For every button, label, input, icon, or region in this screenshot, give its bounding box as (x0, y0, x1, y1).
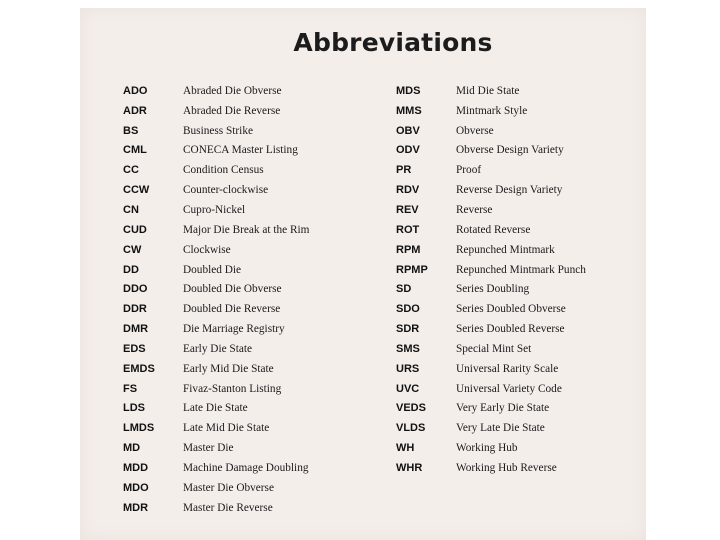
abbreviation-code: RPM (396, 243, 421, 256)
abbreviation-meaning: Master Die Reverse (183, 501, 273, 514)
abbreviation-code: RDV (396, 184, 420, 197)
abbreviation-meaning: Major Die Break at the Rim (183, 223, 310, 236)
abbreviation-code: MDR (123, 501, 149, 514)
abbreviation-meaning: Working Hub Reverse (456, 461, 557, 474)
abbreviation-meaning: Reverse (456, 203, 493, 216)
abbreviation-code: OBV (396, 124, 420, 137)
abbreviation-entry (396, 299, 636, 319)
abbreviation-meaning: Universal Rarity Scale (456, 362, 559, 375)
abbreviations-left-column (123, 81, 373, 518)
abbreviation-entry (396, 200, 636, 220)
abbreviation-entry (123, 101, 373, 121)
abbreviation-meaning: Doubled Die (183, 263, 242, 276)
abbreviation-code: VEDS (396, 402, 426, 415)
abbreviation-entry (123, 339, 373, 359)
abbreviation-entry (123, 379, 373, 399)
abbreviation-entry (396, 101, 636, 121)
abbreviation-meaning: Very Early Die State (456, 402, 550, 415)
abbreviation-meaning: Master Die (183, 442, 234, 455)
abbreviation-meaning: Universal Variety Code (456, 382, 562, 395)
abbreviation-code: SMS (396, 342, 420, 355)
abbreviation-meaning: Late Die State (183, 402, 248, 415)
abbreviation-code: ADR (123, 104, 147, 117)
abbreviation-meaning: Cupro-Nickel (183, 203, 246, 216)
abbreviation-code: WH (396, 442, 415, 455)
abbreviation-meaning: Very Late Die State (456, 422, 545, 435)
abbreviation-entry (396, 121, 636, 141)
abbreviation-meaning: Early Mid Die State (183, 362, 274, 375)
abbreviation-code: ADO (123, 84, 148, 97)
abbreviation-meaning: Mintmark Style (456, 104, 528, 117)
abbreviation-meaning: Late Mid Die State (183, 422, 270, 435)
abbreviation-meaning: Series Doubling (456, 283, 530, 296)
abbreviation-entry (123, 200, 373, 220)
abbreviation-code: MDO (123, 481, 149, 494)
abbreviation-entry (123, 279, 373, 299)
abbreviation-entry (396, 81, 636, 101)
abbreviation-entry (123, 458, 373, 478)
abbreviation-entry (123, 359, 373, 379)
abbreviation-meaning: Doubled Die Reverse (183, 303, 281, 316)
abbreviation-entry (123, 121, 373, 141)
abbreviation-entry (123, 399, 373, 419)
abbreviation-entry (396, 160, 636, 180)
abbreviation-code: PR (396, 164, 412, 177)
abbreviation-entry (396, 240, 636, 260)
abbreviation-entry (123, 220, 373, 240)
abbreviation-meaning: Condition Census (183, 164, 264, 177)
abbreviation-meaning: Mid Die State (456, 84, 520, 97)
abbreviation-code: ODV (396, 144, 420, 157)
abbreviation-entry (123, 299, 373, 319)
abbreviations-right-column (396, 81, 636, 478)
abbreviation-code: CML (123, 144, 147, 157)
abbreviation-code: MMS (396, 104, 422, 117)
abbreviation-code: MDD (123, 461, 149, 474)
abbreviation-entry (123, 180, 373, 200)
abbreviation-meaning: Special Mint Set (456, 342, 532, 355)
abbreviation-meaning: Early Die State (183, 342, 253, 355)
abbreviation-code: DDR (123, 303, 147, 316)
abbreviation-meaning: Fivaz-Stanton Listing (183, 382, 282, 395)
abbreviation-entry (123, 498, 373, 518)
page-title: Abbreviations (293, 28, 493, 57)
abbreviation-meaning: Doubled Die Obverse (183, 283, 282, 296)
abbreviation-entry (396, 438, 636, 458)
abbreviation-meaning: Business Strike (183, 124, 253, 137)
abbreviation-code: DD (123, 263, 139, 276)
abbreviation-meaning: Clockwise (183, 243, 231, 256)
abbreviation-meaning: Counter-clockwise (183, 184, 269, 197)
abbreviation-meaning: Reverse Design Variety (456, 184, 563, 197)
abbreviation-meaning: Repunched Mintmark Punch (456, 263, 586, 276)
abbreviation-code: URS (396, 362, 420, 375)
abbreviation-meaning: Working Hub (456, 442, 518, 455)
abbreviation-code: LMDS (123, 422, 155, 435)
abbreviation-code: MDS (396, 84, 421, 97)
abbreviation-meaning: Abraded Die Obverse (183, 84, 282, 97)
abbreviation-entry (396, 458, 636, 478)
abbreviation-entry (396, 379, 636, 399)
abbreviation-code: EDS (123, 342, 146, 355)
abbreviation-entry (396, 260, 636, 280)
abbreviation-code: UVC (396, 382, 420, 395)
abbreviation-code: RPMP (396, 263, 428, 276)
abbreviation-meaning: Series Doubled Obverse (456, 303, 566, 316)
abbreviation-code: FS (123, 382, 138, 395)
abbreviation-entry (396, 141, 636, 161)
abbreviation-meaning: Proof (456, 164, 482, 177)
abbreviation-entry (396, 339, 636, 359)
abbreviation-entry (123, 438, 373, 458)
abbreviation-meaning: Series Doubled Reverse (456, 323, 565, 336)
abbreviation-meaning: CONECA Master Listing (183, 144, 298, 157)
abbreviation-code: VLDS (396, 422, 426, 435)
abbreviation-code: DMR (123, 323, 149, 336)
abbreviation-entry (396, 418, 636, 438)
abbreviation-code: LDS (123, 402, 145, 415)
abbreviation-meaning: Rotated Reverse (456, 223, 531, 236)
abbreviation-code: CC (123, 164, 139, 177)
abbreviation-code: CW (123, 243, 142, 256)
abbreviation-meaning: Machine Damage Doubling (183, 461, 309, 474)
abbreviation-code: SDO (396, 303, 420, 316)
abbreviation-code: MD (123, 442, 141, 455)
abbreviation-entry (396, 399, 636, 419)
abbreviation-entry (123, 141, 373, 161)
abbreviation-entry (396, 359, 636, 379)
abbreviation-meaning: Master Die Obverse (183, 481, 274, 494)
abbreviation-entry (396, 220, 636, 240)
abbreviation-entry (123, 81, 373, 101)
abbreviation-meaning: Obverse Design Variety (456, 144, 564, 157)
abbreviation-entry (123, 319, 373, 339)
abbreviation-entry (123, 260, 373, 280)
abbreviation-entry (123, 160, 373, 180)
abbreviation-entry (396, 319, 636, 339)
abbreviation-meaning: Abraded Die Reverse (183, 104, 281, 117)
abbreviation-meaning: Obverse (456, 124, 494, 137)
document-page (80, 8, 646, 540)
abbreviation-code: BS (123, 124, 139, 137)
abbreviation-code: CCW (123, 184, 150, 197)
abbreviation-code: CUD (123, 223, 147, 236)
abbreviation-code: REV (396, 203, 419, 216)
abbreviation-entry (123, 478, 373, 498)
abbreviation-entry (396, 180, 636, 200)
abbreviation-meaning: Die Marriage Registry (183, 323, 285, 336)
abbreviation-code: ROT (396, 223, 420, 236)
abbreviation-code: EMDS (123, 362, 155, 375)
abbreviation-code: SD (396, 283, 412, 296)
abbreviation-code: DDO (123, 283, 148, 296)
abbreviation-entry (123, 240, 373, 260)
abbreviation-entry (396, 279, 636, 299)
abbreviation-code: SDR (396, 323, 420, 336)
abbreviation-code: CN (123, 203, 139, 216)
abbreviation-entry (123, 418, 373, 438)
abbreviation-code: WHR (396, 461, 423, 474)
abbreviation-meaning: Repunched Mintmark (456, 243, 555, 256)
